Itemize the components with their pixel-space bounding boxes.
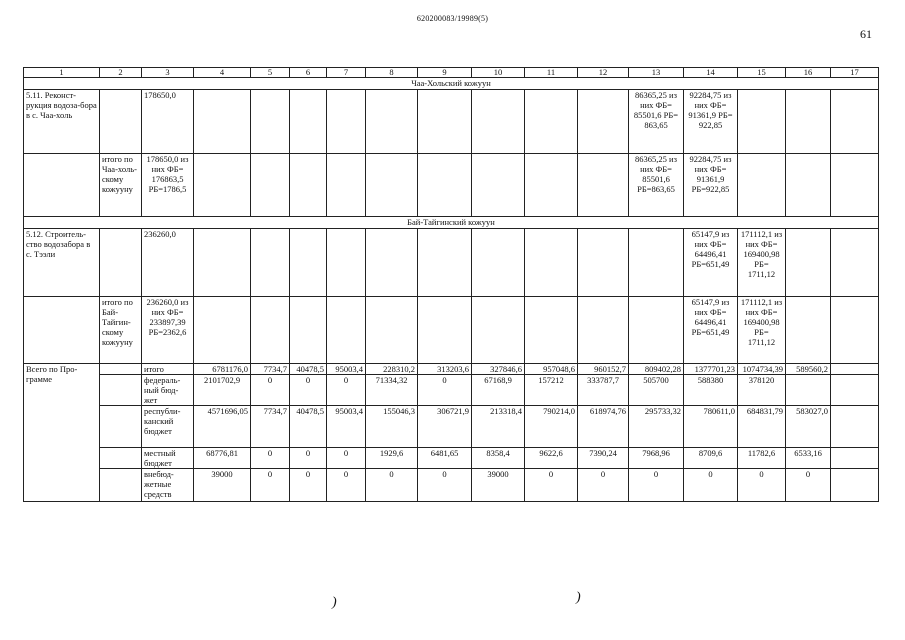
year-value: 171112,1 из них ФБ= 169400,98 РБ= 1711,12 [738,297,786,364]
amount: 0 [366,469,418,502]
amount: 95003,4 [327,364,366,375]
amount: 0 [251,469,290,502]
amount: 9622,6 [525,448,578,469]
amount [831,469,879,502]
amount: 40478,5 [290,406,327,448]
column-number: 13 [629,68,684,78]
measure-name: 5.11. Реконст-рукция водоза-бора в с. Чаа-холь [24,90,100,154]
document-id: 620200083/19989(5) [416,14,489,23]
amount: 95003,4 [327,406,366,448]
column-number: 4 [194,68,251,78]
amount: 306721,9 [418,406,472,448]
amount: 6781176,0 [194,364,251,375]
amount: 618974,76 [578,406,629,448]
total-cost: 236260,0 из них ФБ= 233897,39 РБ=2362,6 [142,297,194,364]
subtotal-label: итого по Бай-Тайгин-скому кожууну [100,297,142,364]
amount [786,375,831,406]
amount: 0 [290,448,327,469]
amount: 0 [251,375,290,406]
amount: 67168,9 [472,375,525,406]
total-cost: 178650,0 из них ФБ= 176863,5 РБ=1786,5 [142,154,194,217]
column-number-row [24,68,879,78]
table-row [24,297,879,364]
amount: 1377701,23 [684,364,738,375]
amount: 157212 [525,375,578,406]
amount: 780611,0 [684,406,738,448]
year-value: 65147,9 из них ФБ= 64496,41 РБ=651,49 [684,297,738,364]
funding-source: республи-канский бюджет [142,406,194,448]
amount: 0 [684,469,738,502]
funding-source: федераль-ный бюд-жет [142,375,194,406]
amount [831,448,879,469]
funding-source: внебюд-жетные средств [142,469,194,502]
amount: 0 [786,469,831,502]
column-number: 14 [684,68,738,78]
amount: 588380 [684,375,738,406]
column-number: 6 [290,68,327,78]
amount: 589560,2 [786,364,831,375]
amount: 313203,6 [418,364,472,375]
amount: 7968,96 [629,448,684,469]
amount: 7734,7 [251,364,290,375]
amount: 583027,0 [786,406,831,448]
page-number: 61 [860,27,872,41]
amount: 684831,79 [738,406,786,448]
column-number: 3 [142,68,194,78]
amount: 0 [738,469,786,502]
year-value: 65147,9 из них ФБ= 64496,41 РБ=651,49 [684,229,738,297]
amount: 7734,7 [251,406,290,448]
amount: 0 [290,469,327,502]
amount [831,364,879,375]
amount: 71334,32 [366,375,418,406]
total-cost: 236260,0 [142,229,194,297]
amount: 39000 [472,469,525,502]
amount: 8709,6 [684,448,738,469]
year-value: 86365,25 из них ФБ= 85501,6 РБ=863,65 [629,154,684,217]
amount: 11782,6 [738,448,786,469]
amount: 2101702,9 [194,375,251,406]
amount: 327846,6 [472,364,525,375]
scan-mark: ) [576,590,581,605]
column-number: 8 [366,68,418,78]
table-row [24,90,879,154]
amount [831,375,879,406]
amount: 213318,4 [472,406,525,448]
amount: 333787,7 [578,375,629,406]
amount: 295733,32 [629,406,684,448]
year-value: 92284,75 из них ФБ= 91361,9 РБ= 922,85 [684,90,738,154]
amount: 0 [327,469,366,502]
column-number: 7 [327,68,366,78]
amount: 378120 [738,375,786,406]
amount: 7390,24 [578,448,629,469]
region-row [24,217,879,229]
program-total-title: Всего по Про-грамме [24,364,100,502]
table-row [24,154,879,217]
amount: 1929,6 [366,448,418,469]
total-row [24,406,879,448]
amount: 0 [327,375,366,406]
year-value: 92284,75 из них ФБ= 91361,9 РБ=922,85 [684,154,738,217]
amount: 957048,6 [525,364,578,375]
column-number: 16 [786,68,831,78]
column-number: 17 [831,68,879,78]
column-number: 10 [472,68,525,78]
amount: 505700 [629,375,684,406]
column-number: 5 [251,68,290,78]
year-value: 86365,25 из них ФБ= 85501,6 РБ= 863,65 [629,90,684,154]
amount: 0 [251,448,290,469]
amount: 39000 [194,469,251,502]
total-row [24,448,879,469]
amount: 6481,65 [418,448,472,469]
budget-table [23,67,879,502]
funding-source: итого [142,364,194,375]
amount: 68776,81 [194,448,251,469]
amount: 0 [578,469,629,502]
amount: 40478,5 [290,364,327,375]
amount: 0 [629,469,684,502]
column-number: 1 [24,68,100,78]
amount: 1074734,39 [738,364,786,375]
amount: 155046,3 [366,406,418,448]
region-row [24,78,879,90]
column-number: 11 [525,68,578,78]
amount: 0 [418,375,472,406]
year-value: 171112,1 из них ФБ= 169400,98 РБ= 1711,12 [738,229,786,297]
amount: 228310,2 [366,364,418,375]
amount: 960152,7 [578,364,629,375]
amount: 0 [525,469,578,502]
amount: 4571696,05 [194,406,251,448]
amount: 0 [290,375,327,406]
column-number: 2 [100,68,142,78]
total-row [24,469,879,502]
subtotal-label: итого по Чаа-холь-скому кожууну [100,154,142,217]
total-row [24,375,879,406]
table-row [24,229,879,297]
amount: 809402,28 [629,364,684,375]
measure-name: 5.12. Строитель-ство водозабора в с. Тээли [24,229,100,297]
region-heading: Бай-Тайгинский кожуун [24,217,879,229]
scan-mark: ) [332,595,337,610]
total-cost: 178650,0 [142,90,194,154]
region-heading: Чаа-Хольский кожуун [24,78,879,90]
column-number: 15 [738,68,786,78]
amount [831,406,879,448]
amount: 6533,16 [786,448,831,469]
column-number: 12 [578,68,629,78]
column-number: 9 [418,68,472,78]
amount: 8358,4 [472,448,525,469]
amount: 0 [418,469,472,502]
total-row [24,364,879,375]
amount: 0 [327,448,366,469]
amount: 790214,0 [525,406,578,448]
funding-source: местный бюджет [142,448,194,469]
